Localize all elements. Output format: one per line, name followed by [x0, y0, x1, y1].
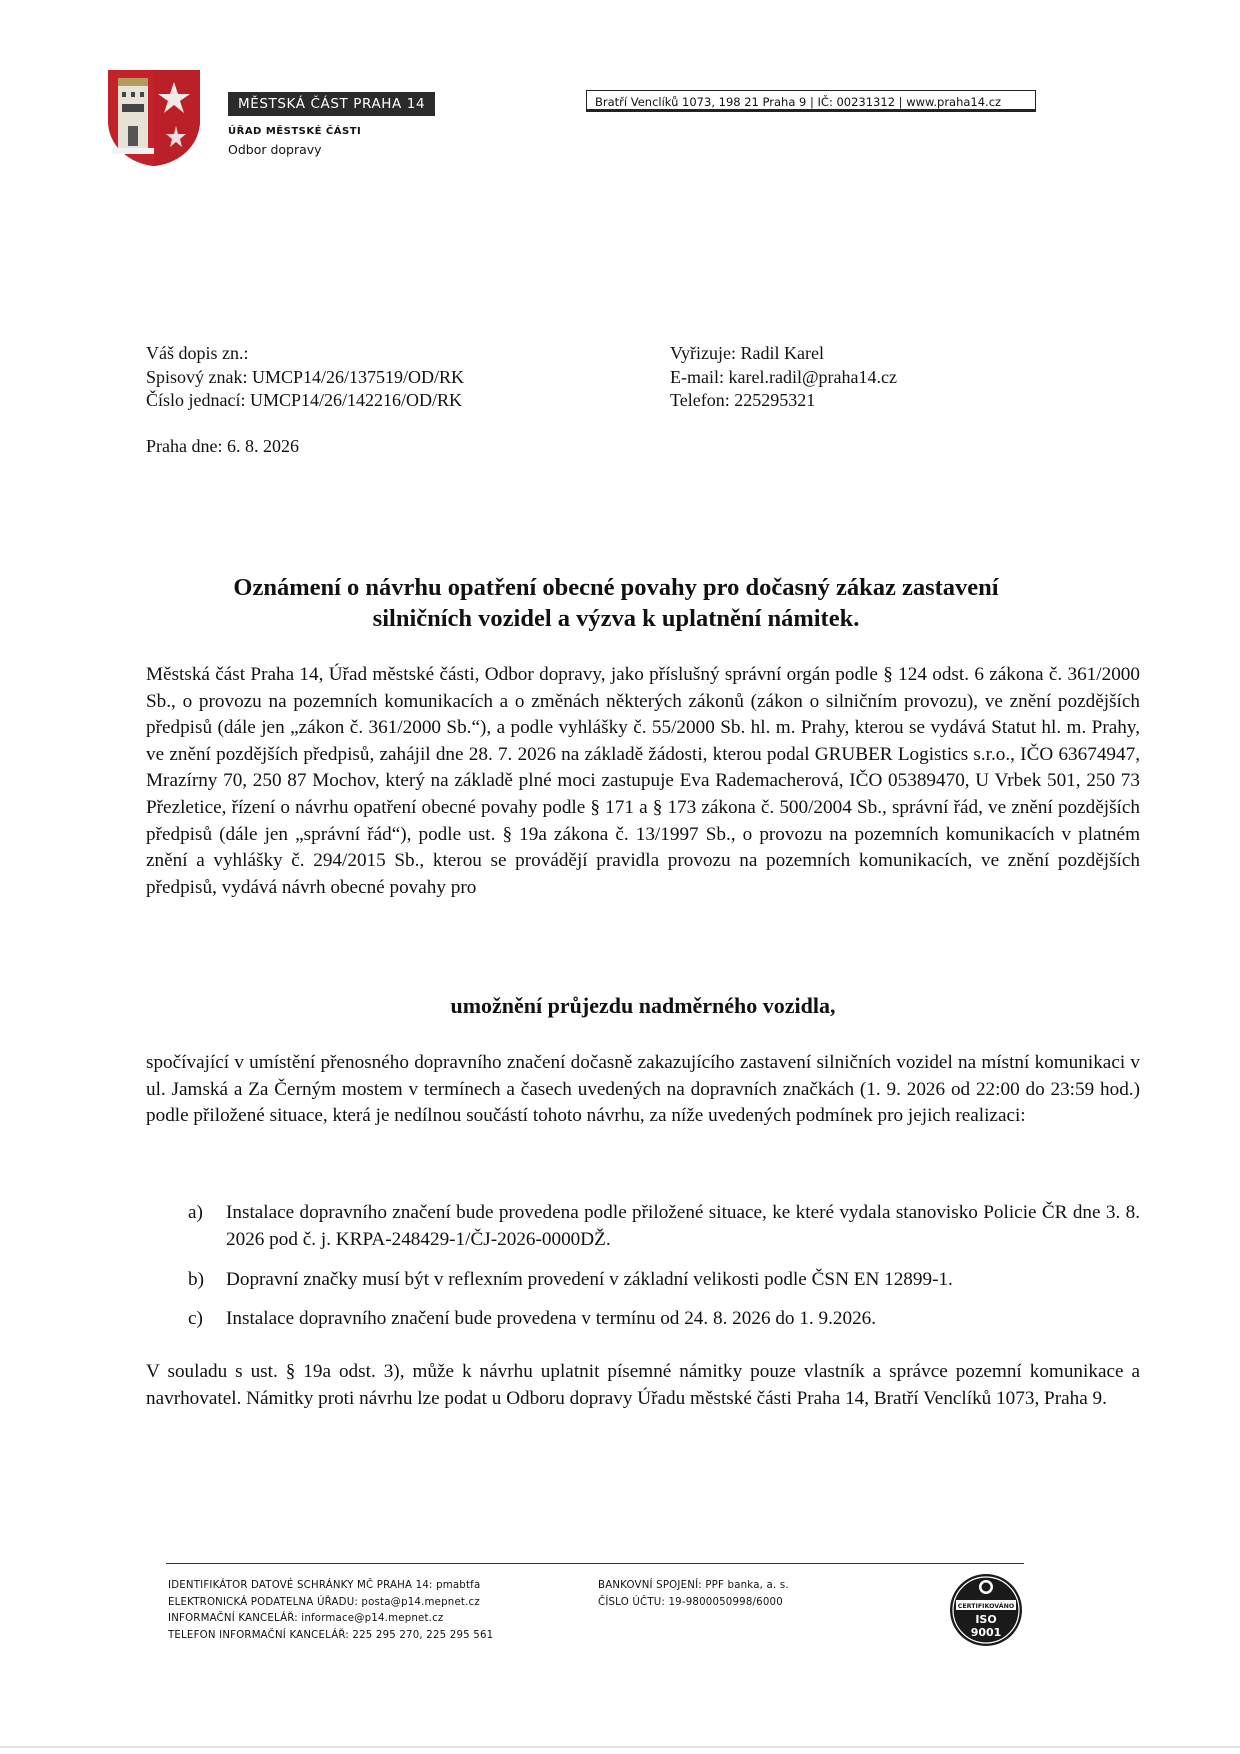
condition-text: Instalace dopravního značení bude provedena v termínu od 24. 8. 2026 do 1. 9.2026. [226, 1308, 877, 1329]
footer-info-office-email: INFORMAČNÍ KANCELÁŘ: informace@p14.mepnet.cz [168, 1613, 444, 1624]
department-name: Odbor dopravy [228, 142, 322, 157]
title-line-2: silničních vozidel a výzva k uplatnění námitek. [372, 605, 860, 632]
objections-paragraph: V souladu s ust. § 19a odst. 3), může k návrhu uplatnit písemné námitky pouze vlastník a správce pozemní komunikace a navrhovatel. Námitky proti návrhu lze podat u Odboru dopravy Úřadu městské části Praha 14, Bratří Venclíků 1073, Praha 9. [146, 1361, 1140, 1409]
condition-text: Dopravní značky musí být v reflexním provedení v základní velikosti podle ČSN EN 12899-1. [226, 1269, 953, 1290]
reference-block [146, 342, 464, 413]
footer-data-box-id: IDENTIFIKÁTOR DATOVÉ SCHRÁNKY MČ PRAHA 14: pmabtfa [168, 1580, 481, 1591]
reference-number: Číslo jednací: UMCP14/26/142216/OD/RK [146, 390, 463, 410]
condition-letter: a) [188, 1202, 203, 1223]
footer-divider [166, 1563, 1024, 1564]
condition-text: Instalace dopravního značení bude provedena podle přiložené situace, ke které vydala stanovisko Policie ČR dne 3. 8. 2026 pod č. j. KRPA-248429-1/ČJ-2026-0000DŽ. [226, 1202, 1140, 1250]
contact-info-box: Bratří Venclíků 1073, 198 21 Praha 9 | IČ: 00231312 | www.praha14.cz [586, 90, 1036, 112]
coat-of-arms-logo [106, 68, 202, 168]
your-letter-ref: Váš dopis zn.: [146, 343, 249, 363]
handler-phone: Telefon: 225295321 [670, 390, 816, 410]
scan-bottom-edge [0, 1746, 1240, 1748]
footer-bank-block [598, 1578, 789, 1611]
condition-item [146, 1306, 1140, 1333]
document-date: Praha dne: 6. 8. 2026 [146, 436, 299, 456]
iso-certification-badge [948, 1572, 1024, 1648]
condition-letter: c) [188, 1308, 203, 1329]
footer-e-filing: ELEKTRONICKÁ PODATELNA ÚŘADU: posta@p14.mepnet.cz [168, 1596, 480, 1608]
footer-bank-name: BANKOVNÍ SPOJENÍ: PPF banka, a. s. [598, 1580, 789, 1591]
handler-block [670, 342, 897, 413]
footer-contact-block [168, 1578, 493, 1644]
handler-email: E-mail: karel.radil@praha14.cz [670, 366, 897, 387]
office-name: ÚŘAD MĚSTSKÉ ČÁSTI [228, 126, 362, 137]
description-paragraph: spočívající v umístění přenosného dopravního značení dočasně zakazujícího zastavení silničních vozidel na místní komunikaci v ul. Jamská a Za Černým mostem v termínech a časech uvedených na dopravních značkách (1. 9. 2026 od 22:00 do 23:59 hod.) podle přiložené situace, která je nedílnou součástí tohoto návrhu, za níže uvedených podmínek pro jejich realizaci: [146, 1052, 1140, 1127]
handler-name: Vyřizuje: Radil Karel [670, 343, 824, 363]
document-title [146, 572, 1086, 634]
iso-number: 9001 [970, 1626, 1002, 1639]
subject-heading: umožnění průjezdu nadměrného vozidla, [450, 993, 836, 1018]
condition-item [146, 1200, 1140, 1253]
footer-info-office-phone: TELEFON INFORMAČNÍ KANCELÁŘ: 225 295 270, 225 295 561 [168, 1629, 494, 1641]
footer-account-number: ČÍSLO ÚČTU: 19-9800050998/6000 [598, 1596, 783, 1608]
iso-top-text: CERTIFIKOVÁNO [957, 1603, 1015, 1610]
file-mark: Spisový znak: UMCP14/26/137519/OD/RK [146, 366, 465, 387]
intro-paragraph: Městská část Praha 14, Úřad městské části, Odbor dopravy, jako příslušný správní orgán podle § 124 odst. 6 zákona č. 361/2000 Sb., o provozu na pozemních komunikacích a o změnách některých zákonů (zákon o silničním provozu), ve znění pozdějších předpisů (dále jen „zákon č. 361/2000 Sb.“), a podle vyhlášky č. 55/2000 Sb. hl. m. Prahy, kterou se vydává Statut hl. m. Prahy, ve znění pozdějších předpisů, zahájil dne 28. 7. 2026 na základě žádosti, kterou podal GRUBER Logistics s.r.o., IČO 63674947, Mrazírny 70, 250 87 Mochov, který na základě plné moci zastupuje Eva Rademacherová, IČO 05389470, U Vrbek 501, 250 73 Přezletice, řízení o návrhu opatření obecné povahy podle § 171 a § 173 zákona č. 500/2004 Sb., správní řád, ve znění pozdějších předpisů (dále jen „správní řád“), podle ust. § 19a zákona č. 13/1997 Sb., o provozu na pozemních komunikacích v platném znění a vyhlášky č. 294/2015 Sb., kterou se provádějí pravidla provozu na pozemních komunikacích, ve znění pozdějších předpisů, vydává návrh obecné povahy pro [146, 664, 1140, 898]
title-line-1: Oznámení o návrhu opatření obecné povahy pro dočasný zákaz zastavení [233, 574, 999, 601]
condition-letter: b) [188, 1269, 204, 1290]
iso-label: ISO [975, 1613, 997, 1626]
organization-name-banner: MĚSTSKÁ ČÁST PRAHA 14 [228, 92, 435, 116]
condition-item [146, 1267, 1140, 1294]
